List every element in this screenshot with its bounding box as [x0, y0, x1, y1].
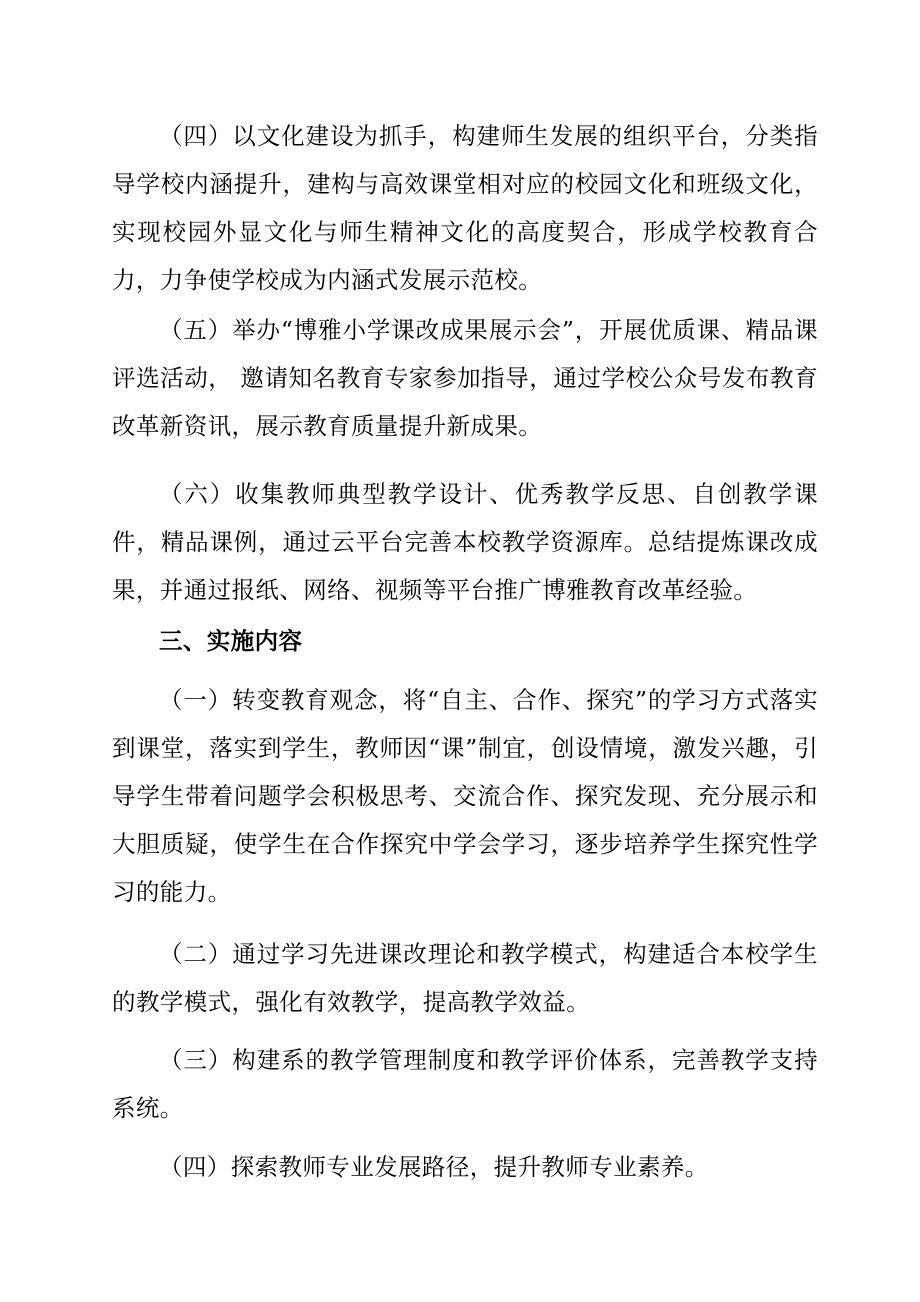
paragraph-achievement-showcase: （五）举办“博雅小学课改成果展示会”，开展优质课、精品课评选活动， 邀请知名教育专家参加指导，通过学校公众号发布教育改革新资讯，展示教育质量提升新成果。	[112, 316, 818, 440]
section-heading: 三、实施内容	[159, 627, 303, 655]
paragraph-education-concept: （一）转变教育观念，将“自主、合作、探究”的学习方式落实到课堂，落实到学生，教师因“课”制宜，创设情境，激发兴趣，引导学生带着问题学会积极思考、交流合作、探究发现、充分展示和大胆质疑，使学生在合作探究中学会学习，逐步培养学生探究性学习的能力。	[112, 686, 818, 906]
paragraph-culture-building: （四）以文化建设为抓手，构建师生发展的组织平台，分类指导学校内涵提升，建构与高效课堂相对应的校园文化和班级文化，实现校园外显文化与师生精神文化的高度契合，形成学校教育合力，力争使学校成为内涵式发展示范校。	[112, 122, 818, 294]
paragraph-resource-collection: （六）收集教师典型教学设计、优秀教学反思、自创教学课件，精品课例，通过云平台完善本校教学资源库。总结提炼课改成果，并通过报纸、网络、视频等平台推广博雅教育改革经验。	[112, 480, 818, 604]
paragraph-teacher-development: （四）探索教师专业发展路径，提升教师专业素养。	[159, 1153, 709, 1181]
paragraph-teaching-model: （二）通过学习先进课改理论和教学模式，构建适合本校学生的教学模式，强化有效教学，提高教学效益。	[112, 940, 818, 1016]
paragraph-management-system: （三）构建系的教学管理制度和教学评价体系，完善教学支持系统。	[112, 1046, 818, 1122]
